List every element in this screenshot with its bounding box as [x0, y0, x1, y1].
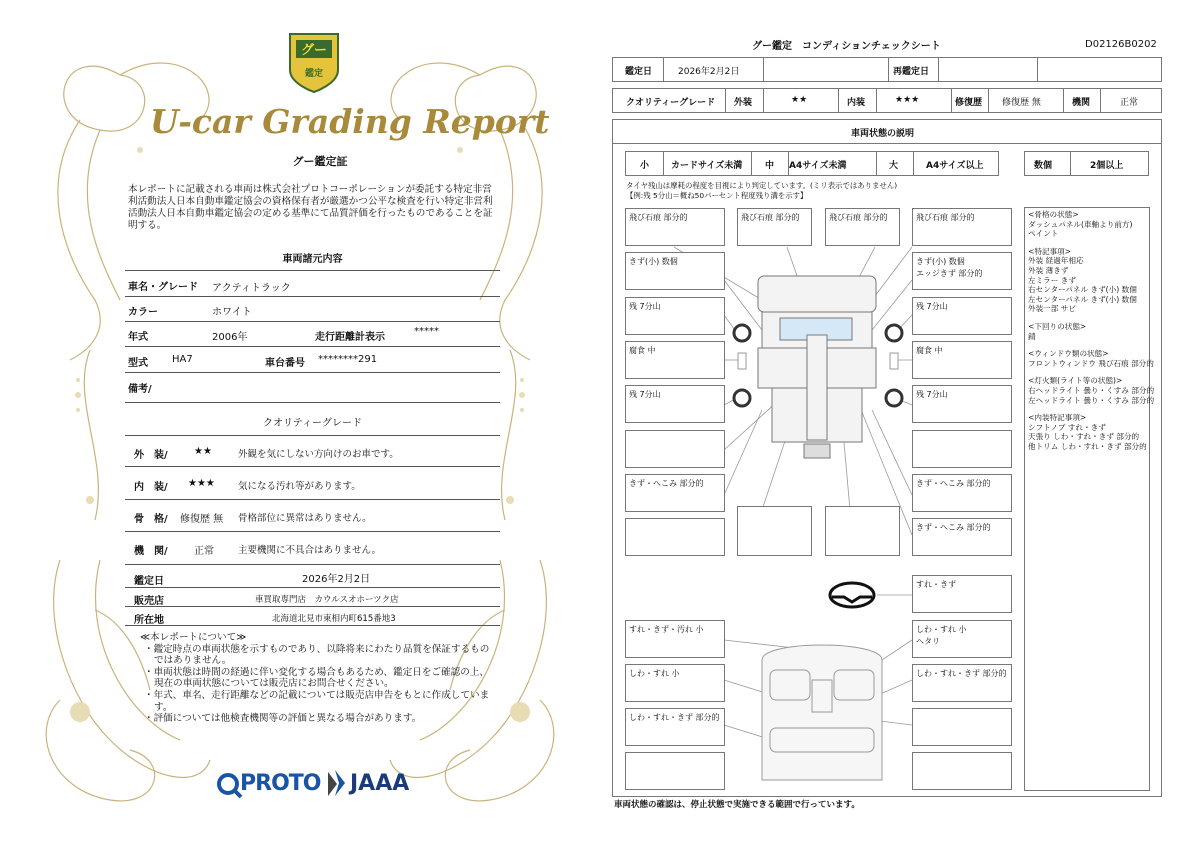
- damage-box-rear-left: [737, 506, 812, 556]
- note-item: ・車両状態は時間の経過に伴い変化する場合もあるため、鑑定日をご確認の上、現在の車両状態については販売店にお問合せください。: [144, 666, 489, 690]
- damage-box-interior-empty: [912, 708, 1012, 746]
- address-value: 北海道北見市東相内町615番地3: [272, 614, 396, 624]
- damage-box-interior-left-trim: しわ・すれ・きず 部分的: [625, 708, 725, 746]
- repair-label: 修復歴: [955, 98, 983, 108]
- model-label: 型式: [128, 358, 148, 369]
- divider: [125, 296, 500, 297]
- engine-label: 機関: [1072, 98, 1091, 108]
- remarks-label: 備考/: [128, 384, 152, 395]
- divider: [125, 321, 500, 322]
- engine-value: 正常: [1120, 98, 1139, 108]
- side-notes-gap: [1028, 405, 1158, 413]
- damage-box-rear-right: [825, 506, 900, 556]
- date-label: 鑑定日: [134, 576, 164, 587]
- year-label: 年式: [128, 332, 148, 343]
- side-note-line: 左センターパネル きず(小) 数個: [1028, 294, 1137, 304]
- damage-box-front-center-right: 飛び石痕 部分的: [825, 208, 900, 246]
- divider: [125, 466, 500, 467]
- goo-kantei-logo: [290, 34, 338, 92]
- size-large-desc: A4サイズ以上: [926, 161, 984, 171]
- divider: [125, 435, 500, 436]
- divider: [125, 625, 500, 626]
- divider: [125, 564, 500, 565]
- svg-text:鑑定: 鑑定: [304, 69, 324, 79]
- side-note-line: 錆: [1028, 331, 1036, 341]
- side-note-line: <灯火類(ライト等の状態)>: [1028, 376, 1123, 386]
- side-note-line: 外装一部 サビ: [1028, 304, 1076, 314]
- side-note-line: 右ヘッドライト 曇り・くすみ 部分的: [1028, 385, 1155, 395]
- side-note-line: 左ミラー きず: [1028, 275, 1076, 285]
- damage-box-right-rear: きず・へこみ 部分的: [912, 518, 1012, 556]
- engine-value: 正常: [194, 546, 214, 557]
- repair-value: 修復歴 無: [1002, 98, 1041, 108]
- spec-header: 車両諸元内容: [282, 254, 343, 265]
- note-item: ・鑑定時点の車両状態を示すものであり、以降将来にわたり品質を保証するものではありません。: [144, 643, 490, 667]
- count-desc: 2個以上: [1090, 161, 1124, 171]
- damage-box-left-fender: きず(小) 数個: [625, 252, 725, 290]
- engine-label: 機 関/: [134, 546, 168, 557]
- date-value: 2026年2月2日: [302, 574, 371, 585]
- engine-desc: 主要機関に不具合はありません。: [238, 545, 382, 556]
- divider: [125, 587, 500, 588]
- redate-label: 再鑑定日: [893, 67, 930, 77]
- size-small: 小: [640, 161, 650, 171]
- mileage-label: 走行距離計表示: [315, 332, 385, 343]
- name-label: 車名・グレード: [128, 282, 198, 293]
- proto-logo: PROTO: [240, 771, 321, 796]
- damage-box-front-right: 飛び石痕 部分的: [912, 208, 1012, 246]
- damage-box-right-front-tire: 残 7分山: [912, 297, 1012, 335]
- exterior-label: 外 装/: [134, 450, 168, 461]
- interior-label: 内 装/: [134, 482, 168, 493]
- damage-box-steering: すれ・きず: [912, 575, 1012, 613]
- int-stars: ★★★: [895, 95, 920, 105]
- year-value: 2006年: [212, 332, 248, 343]
- footer-note: 車両状態の確認は、停止状態で実施できる範囲で行っています。: [614, 800, 860, 810]
- side-note-line: <骨格の状態>: [1028, 210, 1079, 219]
- damage-box-right-rear-tire: 残 7分山: [912, 385, 1012, 423]
- divider: [125, 606, 500, 607]
- side-note-line: <内装特記事項>: [1028, 413, 1087, 423]
- side-notes: [1028, 210, 1158, 451]
- divider: [125, 531, 500, 532]
- name-value: アクティトラック: [212, 283, 291, 294]
- size-large: 大: [889, 161, 899, 171]
- chassis-value: ********291: [318, 354, 378, 365]
- damage-box-interior-right-seat: しわ・すれ 小 ヘタリ: [912, 620, 1012, 658]
- shop-value: 車買取専門店 カウルスオホーツク店: [255, 595, 399, 605]
- side-note-line: シフトノブ すれ・きず: [1028, 422, 1106, 432]
- damage-box-right-bed: きず・へこみ 部分的: [912, 474, 1012, 512]
- damage-box-right-fender: きず(小) 数個 エッジきず 部分的: [912, 252, 1012, 290]
- side-note-line: ダッシュパネル(車軸より前方): [1028, 219, 1133, 229]
- damage-box-front-center-left: 飛び石痕 部分的: [737, 208, 812, 246]
- color-label: カラー: [128, 307, 158, 318]
- exterior-desc: 外観を気にしない方向けのお車です。: [238, 449, 399, 460]
- damage-box-interior-dash: すれ・きず・汚れ 小: [625, 620, 725, 658]
- divider: [125, 499, 500, 500]
- ext-stars: ★★: [791, 95, 808, 105]
- exterior-stars: ★★: [194, 446, 212, 457]
- jaaa-logo-icon: [325, 768, 349, 798]
- side-note-line: ペイント: [1028, 229, 1059, 239]
- damage-box-interior-right-trim: しわ・すれ・きず 部分的: [912, 664, 1012, 702]
- side-note-line: フロントウィンドウ 飛び石痕 部分的: [1028, 358, 1154, 368]
- damage-box-left-step: 腐食 中: [625, 341, 725, 379]
- side-notes-gap: [1028, 239, 1158, 247]
- damage-box-left-front-tire: 残 7分山: [625, 297, 725, 335]
- side-note-line: 他トリム しわ・すれ・きず 部分的: [1028, 441, 1147, 451]
- date-value: 2026年2月2日: [678, 67, 740, 77]
- interior-stars: ★★★: [188, 478, 215, 489]
- shop-label: 販売店: [134, 596, 164, 607]
- ext-label: 外装: [734, 98, 753, 108]
- certificate-title: グー鑑定証: [292, 155, 348, 168]
- damage-box-front-left: 飛び石痕 部分的: [625, 208, 725, 246]
- count-label: 数個: [1034, 161, 1053, 171]
- side-notes-gap: [1028, 314, 1158, 322]
- divider: [125, 346, 500, 347]
- sheet-title: グー鑑定 コンディションチェックシート: [752, 41, 941, 52]
- model-value: HA7: [172, 354, 193, 365]
- divider: [125, 270, 500, 271]
- size-small-desc: カードサイズ未満: [671, 161, 743, 171]
- notes-title: ≪本レポートについて≫: [140, 632, 247, 643]
- damage-box-interior-empty: [912, 752, 1012, 790]
- document-id: D02126B0202: [1085, 39, 1157, 50]
- size-mid: 中: [765, 161, 775, 171]
- explain-header: 車両状態の説明: [851, 129, 915, 139]
- damage-box-right-step: 腐食 中: [912, 341, 1012, 379]
- damage-box-left-empty: [625, 430, 725, 468]
- side-note-line: <下回りの状態>: [1028, 321, 1087, 331]
- svg-text:グー: グー: [300, 43, 328, 58]
- side-notes-gap: [1028, 341, 1158, 349]
- frame-label: 骨 格/: [134, 514, 168, 525]
- tire-note: タイヤ残山は摩耗の程度を目視により判定しています。(ミリ表示ではありません): [626, 181, 898, 190]
- side-note-line: 天張り しわ・すれ・きず 部分的: [1028, 432, 1140, 442]
- divider: [125, 372, 500, 373]
- tire-example: 【例:残 5分山＝概ね50パーセント程度残り溝を示す】: [626, 191, 808, 200]
- date-label: 鑑定日: [625, 67, 653, 77]
- grade-label: クオリティーグレード: [626, 98, 716, 108]
- chassis-label: 車台番号: [265, 358, 305, 369]
- grade-header: クオリティーグレード: [263, 418, 362, 429]
- side-note-line: 右センターパネル きず(小) 数個: [1028, 285, 1137, 295]
- report-notes: [140, 632, 495, 725]
- damage-box-interior-empty: [625, 752, 725, 790]
- frame-value: 修復歴 無: [180, 514, 224, 525]
- size-mid-desc: A4サイズ未満: [789, 161, 847, 171]
- side-note-line: <ウィンドウ類の状態>: [1028, 349, 1109, 359]
- side-note-line: 外装 薄きず: [1028, 265, 1069, 275]
- steering-wheel-icon: [830, 583, 874, 607]
- note-item: ・年式、車名、走行距離などの記載については販売店申告をもとに作成しています。: [144, 689, 490, 713]
- jaaa-logo: JAAA: [350, 771, 410, 796]
- side-note-line: 左ヘッドライト 曇り・くすみ 部分的: [1028, 395, 1155, 405]
- damage-box-left-empty: [625, 518, 725, 556]
- certificate-intro: 本レポートに記載される車両は株式会社プロトコーポレーションが委託する特定非営利活動法人日本自動車鑑定協会の資格保有者が厳選かつ公平な検査を行い特定非営利活動法人日本自動車鑑定協会の定める基準にて品質評価を行ったものであることを証明する。: [128, 184, 493, 231]
- side-note-line: <特記事項>: [1028, 246, 1072, 256]
- divider: [612, 143, 1162, 144]
- report-script-title: U-car Grading Report: [150, 102, 550, 141]
- note-item: ・評価については他検査機関等の評価と異なる場合があります。: [144, 713, 422, 725]
- frame-desc: 骨格部位に異常はありません。: [238, 513, 372, 524]
- mileage-value: *****: [414, 326, 439, 337]
- damage-box-right-empty: [912, 430, 1012, 468]
- damage-box-left-bed: きず・へこみ 部分的: [625, 474, 725, 512]
- divider: [125, 402, 500, 403]
- damage-box-left-rear-tire: 残 7分山: [625, 385, 725, 423]
- color-value: ホワイト: [212, 307, 252, 318]
- interior-desc: 気になる汚れ等があります。: [238, 481, 361, 492]
- damage-box-interior-left-seat: しわ・すれ 小: [625, 664, 725, 702]
- side-note-line: 外装 経過年相応: [1028, 256, 1084, 266]
- int-label: 内装: [847, 98, 866, 108]
- address-label: 所在地: [134, 615, 164, 626]
